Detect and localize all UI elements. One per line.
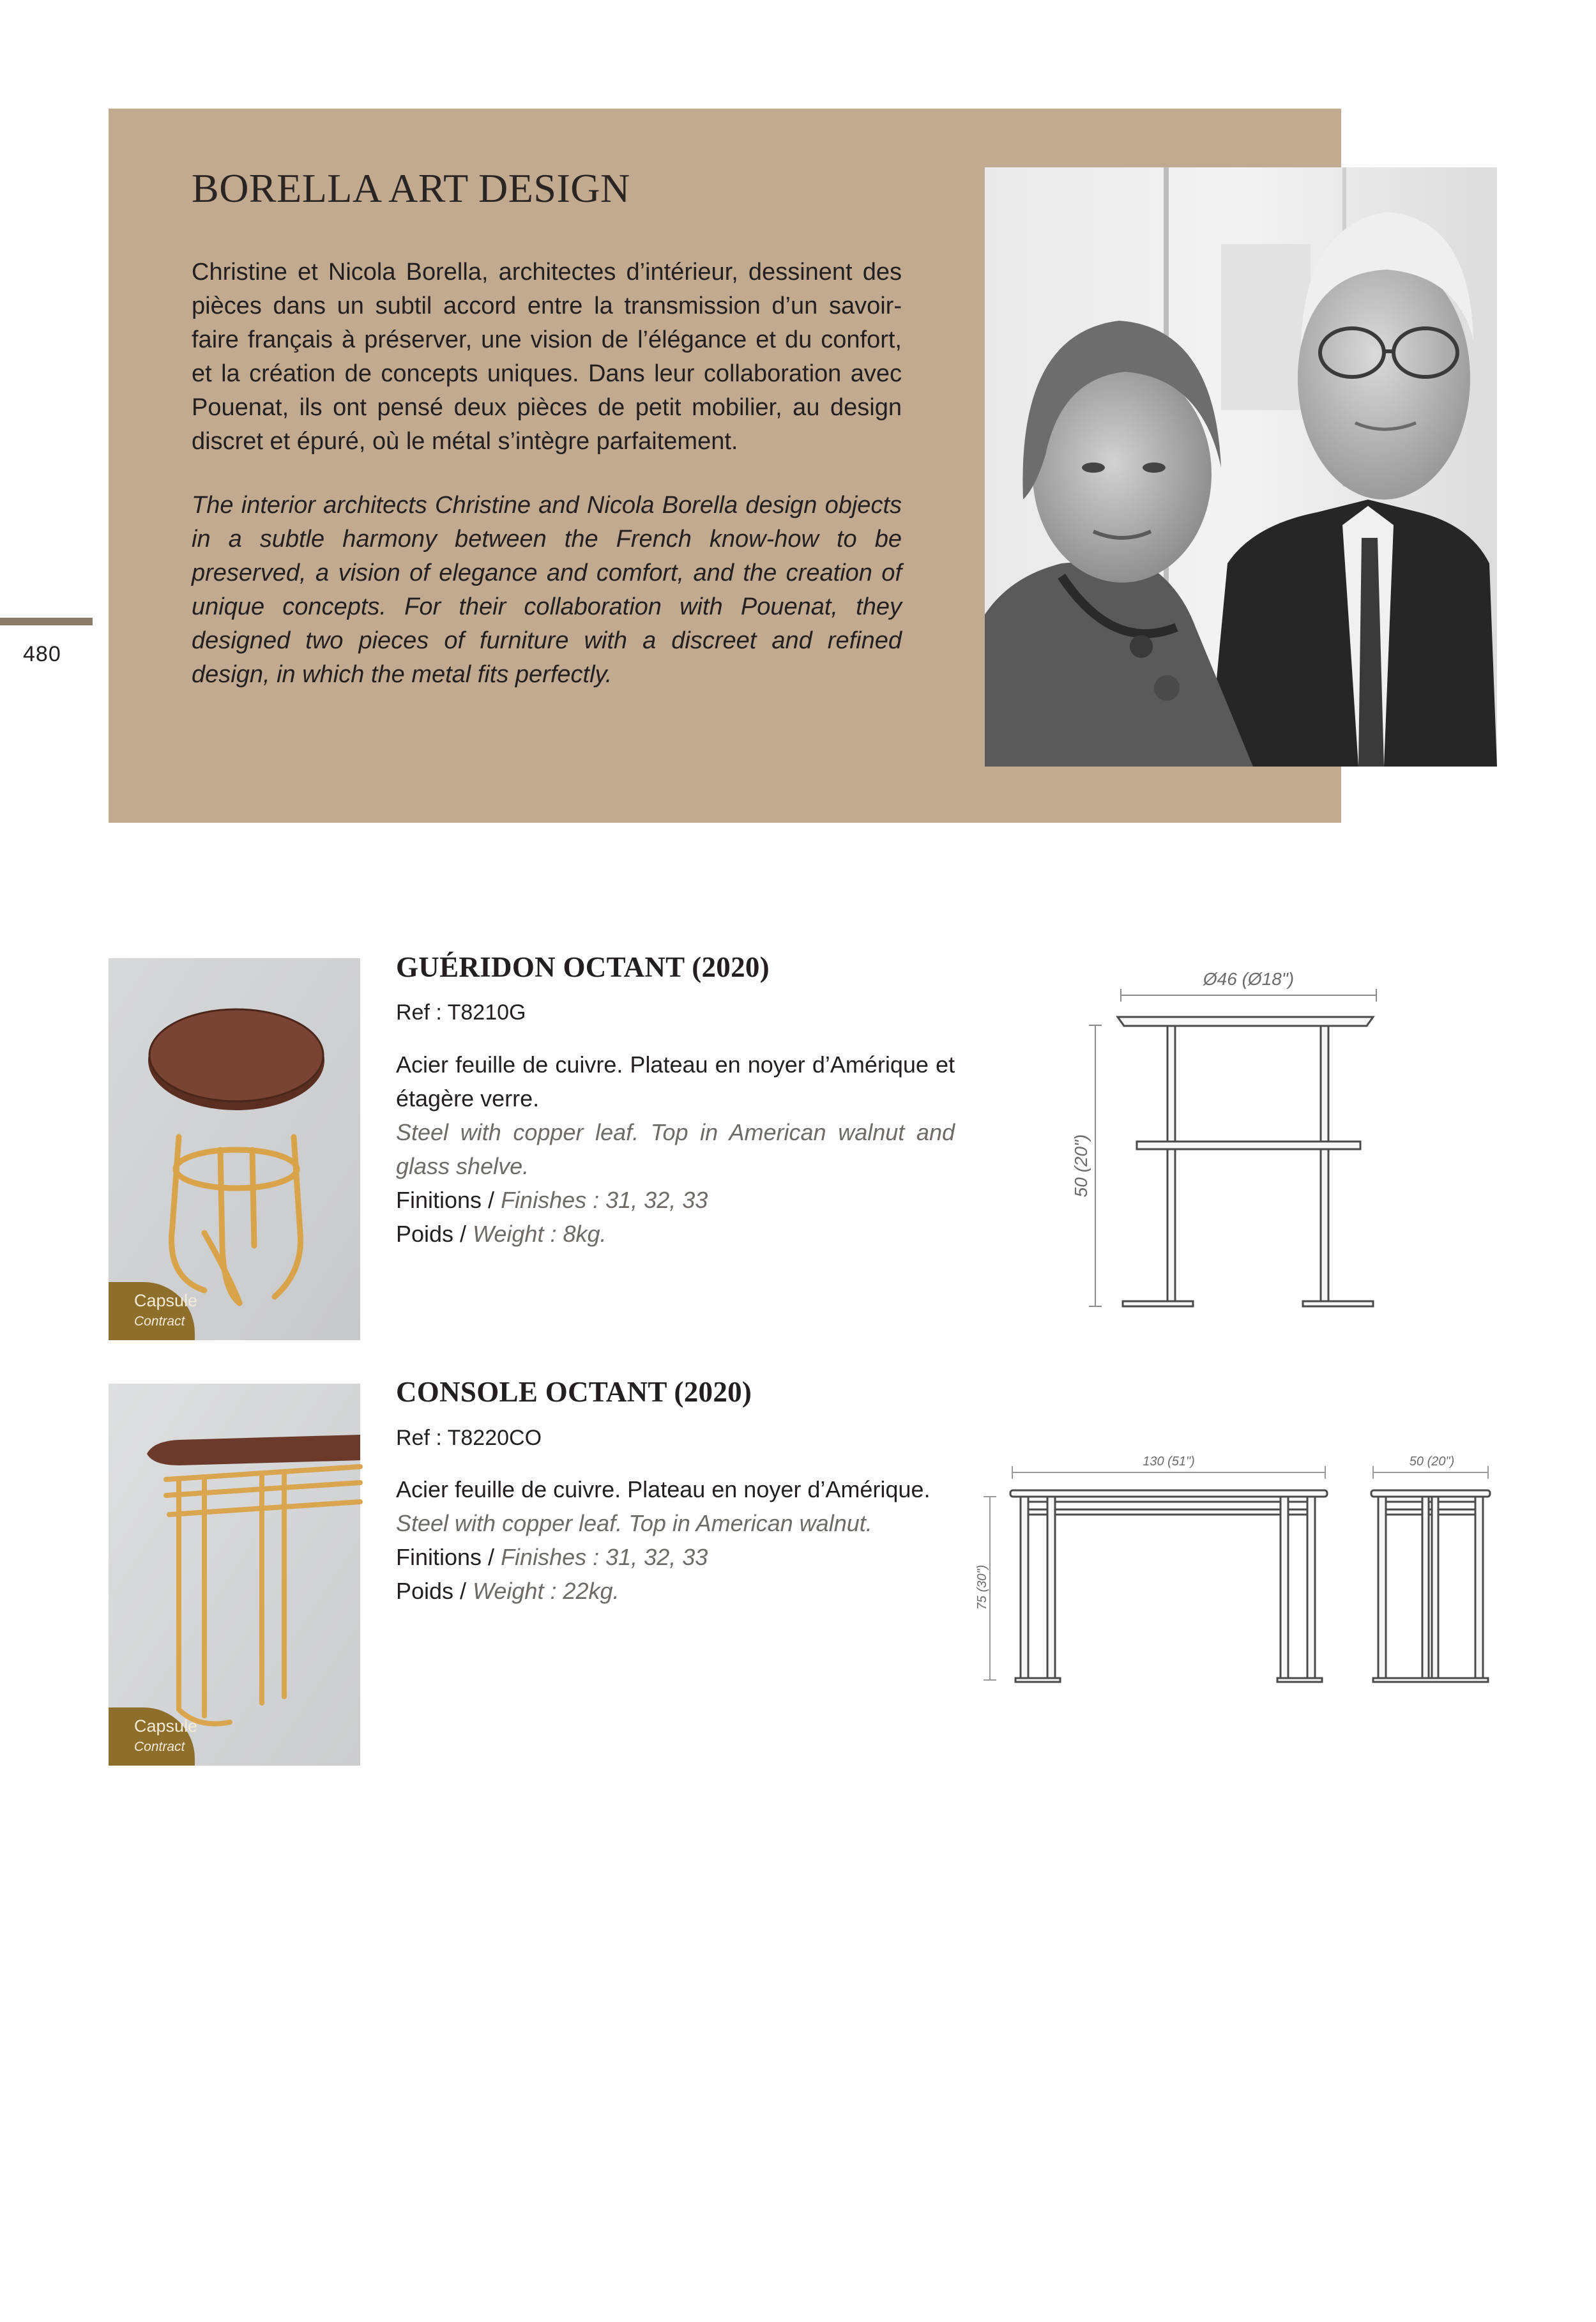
weight-label: Poids /	[396, 1578, 473, 1604]
badge-line1: Capsule	[134, 1291, 198, 1310]
finishes-row	[396, 1540, 955, 1574]
product-ref: Ref : T8220CO	[396, 1426, 542, 1450]
gueridon-technical-drawing	[1047, 958, 1443, 1335]
product-photo-gueridon	[109, 958, 360, 1340]
console-technical-drawing	[977, 1447, 1507, 1709]
product-title: GUÉRIDON OCTANT (2020)	[396, 951, 770, 983]
badge-line2: Contract	[134, 1739, 185, 1754]
capsule-contract-badge	[109, 1282, 198, 1340]
desc-fr: Acier feuille de cuivre. Plateau en noyer d’Amérique.	[396, 1476, 931, 1502]
dim-length-label: 130 (51")	[1143, 1455, 1195, 1469]
page-marker-rule	[0, 618, 93, 625]
weight-row	[396, 1574, 955, 1608]
dim-height-label: 50 (20")	[1071, 1134, 1091, 1198]
weight-value: Weight : 8kg.	[473, 1221, 607, 1247]
desc-fr: Acier feuille de cuivre. Plateau en noyer d’Amérique et étagère verre.	[396, 1051, 955, 1111]
product-description	[396, 1048, 955, 1251]
finishes-value: Finishes : 31, 32, 33	[501, 1187, 708, 1213]
designer-title: BORELLA ART DESIGN	[192, 165, 630, 211]
intro-text-en: The interior architects Christine and Nicola Borella design objects in a subtle harmony between the French know-how to be preserved, a vision of elegance and comfort, and the creation of unique concepts. For their collaboration with Pouenat, they designed two pieces of furniture with a discreet and refined design, in which the metal fits perfectly.	[192, 492, 902, 688]
finishes-value: Finishes : 31, 32, 33	[501, 1544, 708, 1570]
weight-row	[396, 1217, 955, 1251]
dim-width-label: Ø46 (Ø18")	[1203, 969, 1295, 989]
product-description	[396, 1472, 955, 1608]
weight-value: Weight : 22kg.	[473, 1578, 619, 1604]
badge-line2: Contract	[134, 1314, 185, 1329]
finishes-label: Finitions /	[396, 1187, 501, 1213]
dim-height-label: 75 (30")	[975, 1564, 989, 1610]
intro-text-fr: Christine et Nicola Borella, architectes d’intérieur, dessinent des pièces dans un subtil accord entre la transmission d’un savoir-faire français à préserver, une vision de l’élégance et du confort, et la création de concepts uniques. Dans leur collaboration avec Pouenat, ils ont pensé deux pièces de petit mobilier, au design discret et épuré, où le métal s’intègre parfaitement.	[192, 259, 902, 455]
desc-en: Steel with copper leaf. Top in American walnut and glass shelve.	[396, 1119, 955, 1179]
finishes-row	[396, 1183, 955, 1217]
badge-line1: Capsule	[134, 1716, 198, 1736]
product-title: CONSOLE OCTANT (2020)	[396, 1376, 752, 1408]
dim-depth-label: 50 (20")	[1409, 1455, 1455, 1469]
capsule-contract-badge	[109, 1707, 198, 1766]
designers-portrait-photo	[985, 167, 1497, 767]
product-ref: Ref : T8210G	[396, 1000, 526, 1025]
page-number: 480	[23, 642, 61, 666]
weight-label: Poids /	[396, 1221, 473, 1247]
desc-en: Steel with copper leaf. Top in American walnut.	[396, 1510, 872, 1536]
finishes-label: Finitions /	[396, 1544, 501, 1570]
product-photo-console	[109, 1384, 360, 1766]
